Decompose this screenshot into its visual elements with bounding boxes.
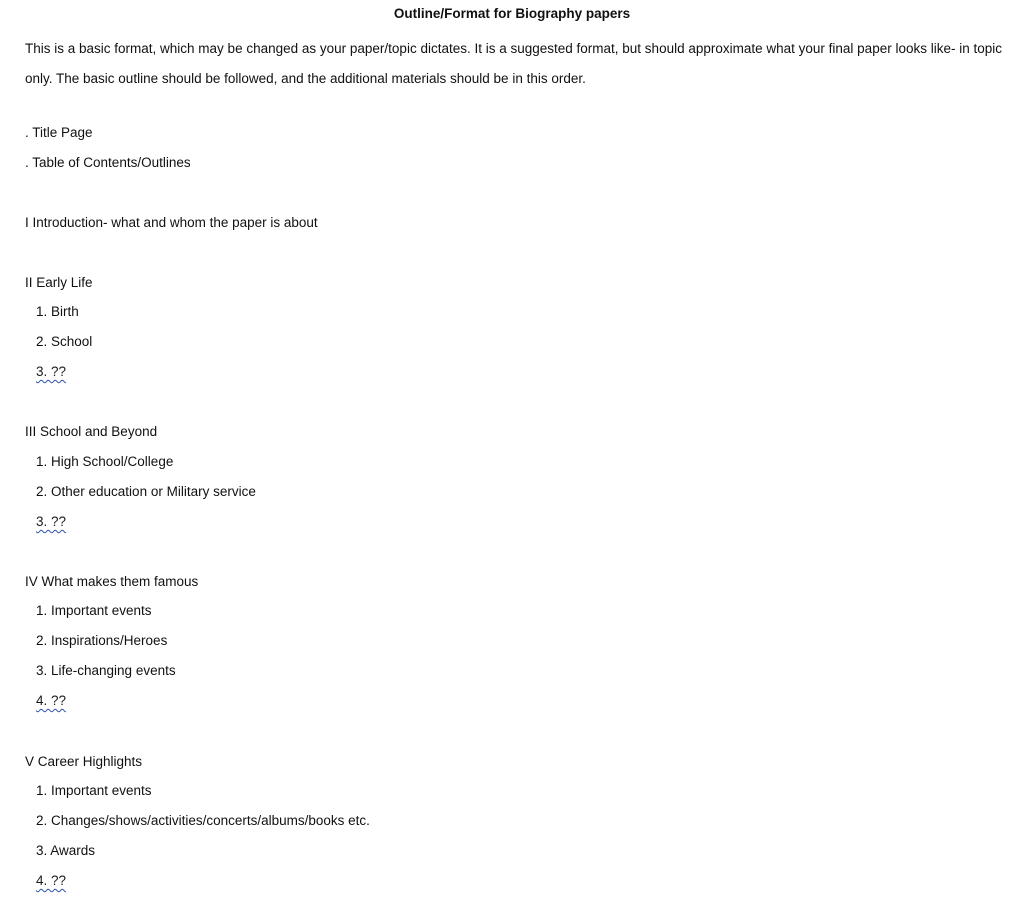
list-item: 2. School: [36, 334, 93, 349]
list-item-placeholder: 4. ??: [36, 873, 67, 888]
list-item-placeholder: 3. ??: [36, 514, 67, 529]
list-item-placeholder: 3. ??: [36, 364, 67, 379]
list-item: 3. Awards: [36, 843, 96, 858]
list-item: 1. High School/College: [36, 454, 174, 469]
front-matter-item: . Table of Contents/Outlines: [25, 155, 191, 170]
list-item: 2. Changes/shows/activities/concerts/albums/books etc.: [36, 813, 370, 828]
list-item: 2. Inspirations/Heroes: [36, 633, 168, 648]
front-matter-item: . Title Page: [25, 125, 93, 140]
document-title: Outline/Format for Biography papers: [393, 6, 631, 21]
intro-paragraph: This is a basic format, which may be changed as your paper/topic dictates. It is a suggested format, but should approximate what your final paper looks like- in topic only. The basic outline should be followed, and the additional materials should be in this order.: [25, 41, 1002, 86]
section-heading: IV What makes them famous: [25, 574, 199, 589]
list-item: 1. Birth: [36, 304, 79, 319]
list-item: 2. Other education or Military service: [36, 484, 256, 499]
section-heading: III School and Beyond: [25, 424, 158, 439]
section-heading: V Career Highlights: [25, 754, 143, 769]
list-item-placeholder: 4. ??: [36, 693, 67, 708]
list-item: 1. Important events: [36, 783, 152, 798]
list-item: 1. Important events: [36, 603, 152, 618]
list-item: 3. Life-changing events: [36, 663, 176, 678]
section-heading: II Early Life: [25, 275, 93, 290]
section-heading: I Introduction- what and whom the paper is about: [25, 215, 318, 230]
